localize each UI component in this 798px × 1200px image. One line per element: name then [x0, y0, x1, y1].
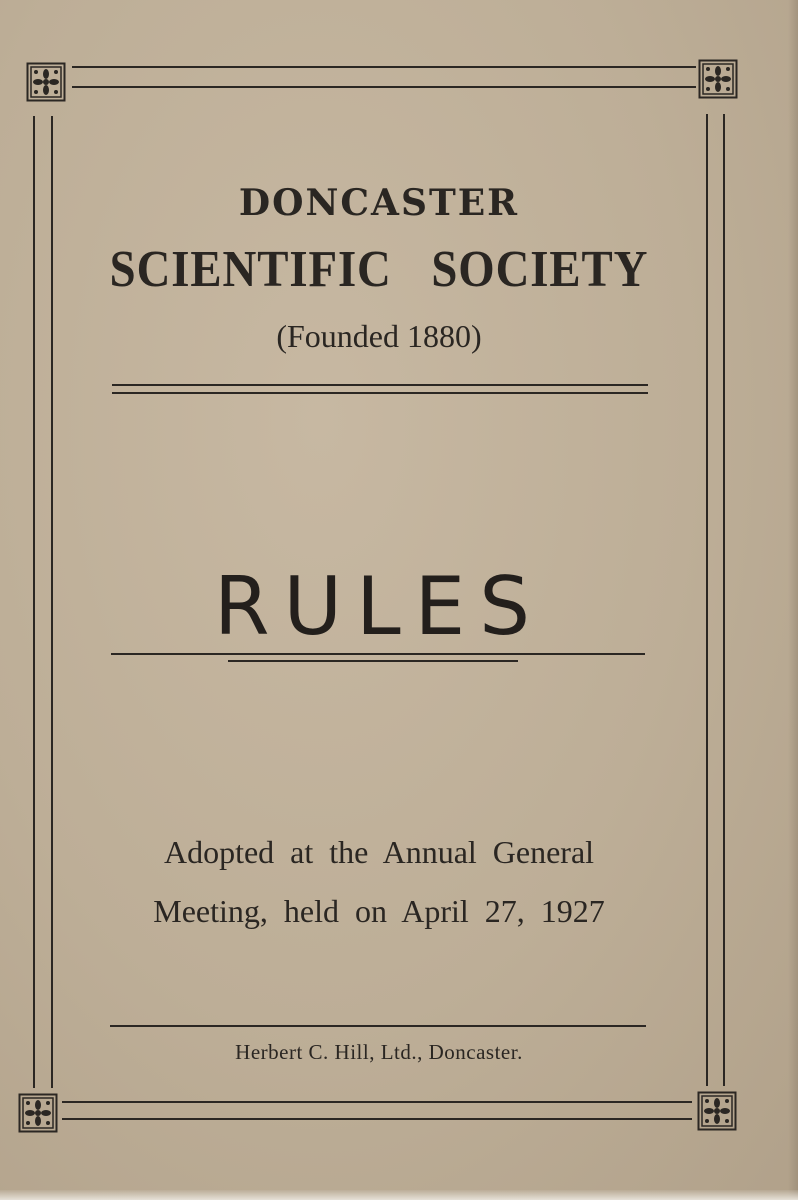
adoption-note-line-2: Meeting, held on April 27, 1927	[153, 893, 605, 929]
frame-top-line-inner	[72, 86, 696, 88]
heading-rule-long	[111, 653, 645, 655]
flower-ornament-icon	[697, 1091, 737, 1131]
printer-imprint: Herbert C. Hill, Ltd., Doncaster.	[235, 1040, 523, 1064]
printer-rule	[110, 1025, 646, 1027]
flower-ornament-icon	[18, 1093, 58, 1133]
frame-bottom-line-inner	[62, 1118, 692, 1120]
rules-heading: RULES	[213, 560, 545, 653]
adoption-note-line-1: Adopted at the Annual General	[163, 834, 595, 870]
society-name-line-2: SCIENTIFIC SOCIETY	[109, 241, 649, 298]
title-rule-upper	[112, 384, 648, 386]
page-bottom-edge	[0, 1190, 798, 1200]
founded-year: (Founded 1880)	[276, 318, 482, 354]
title-rule-lower	[112, 392, 648, 394]
heading-rule-short	[228, 660, 518, 662]
flower-ornament-icon	[26, 62, 66, 102]
page-edge-shadow	[788, 0, 798, 1200]
society-name-line-1: DONCASTER	[238, 182, 520, 224]
frame-bottom-line-outer	[62, 1101, 692, 1103]
frame-top-line-outer	[72, 66, 696, 68]
flower-ornament-icon	[698, 59, 738, 99]
